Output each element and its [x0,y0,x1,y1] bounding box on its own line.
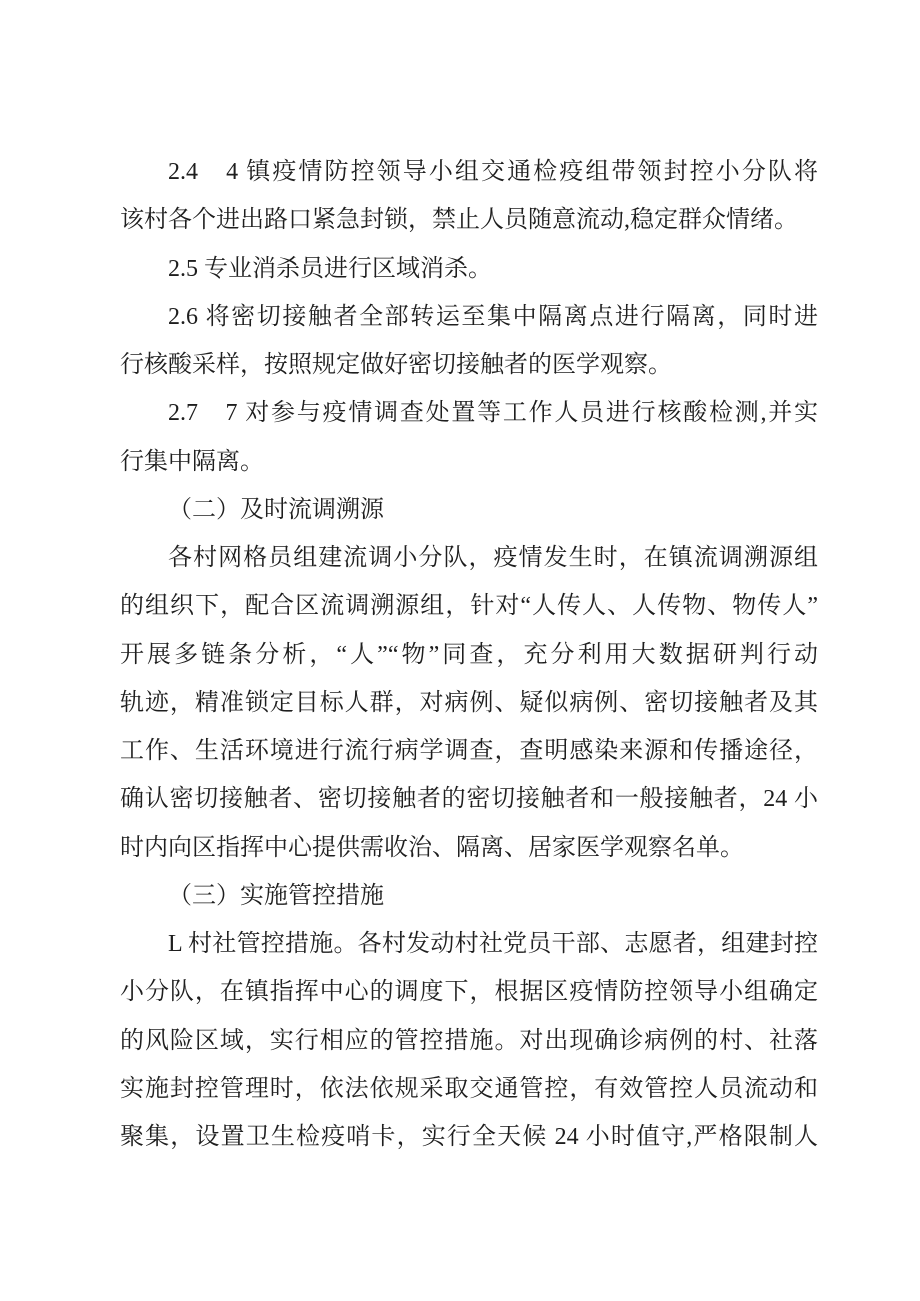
doc-line-2-6-start: 2.6 将密切接触者全部转运至集中隔离点进行隔离，同时进 [168,303,818,330]
doc-line-control-1: L 村社管控措施。各村发动村社党员干部、志愿者，组建封控 [168,931,818,957]
doc-line-2-7-start: 2.7 7 对参与疫情调查处置等工作人员进行核酸检测,并实 [168,400,818,427]
doc-line-trace-6: 确认密切接触者、密切接触者的密切接触者和一般接触者，24 小 [120,786,818,813]
section-heading-2: （二）及时流调溯源 [168,496,384,523]
doc-line-2-5: 2.5 专业消杀员进行区域消杀。 [168,255,492,282]
doc-line-control-2: 小分队，在镇指挥中心的调度下，根据区疫情防控领导小组确定 [120,979,818,1006]
doc-line-trace-7: 时内向区指挥中心提供需收治、隔离、居家医学观察名单。 [120,834,744,861]
doc-line-control-3: 的风险区域，实行相应的管控措施。对出现确诊病例的村、社落 [120,1027,818,1054]
section-heading-3: （三）实施管控措施 [168,882,384,909]
doc-line-control-5: 聚集，设置卫生检疫哨卡，实行全天候 24 小时值守,严格限制人 [120,1124,818,1150]
doc-line-trace-4: 轨迹，精准锁定目标人群，对病例、疑似病例、密切接触者及其 [120,689,818,716]
doc-line-trace-3: 开展多链条分析，“人”“物”同查，充分利用大数据研判行动 [120,641,818,668]
doc-line-2-4-start: 2.4 4 镇疫情防控领导小组交通检疫组带领封控小分队将 [168,159,818,185]
doc-line-2-4-end: 该村各个进出路口紧急封锁，禁止人员随意流动,稳定群众情绪。 [120,207,798,234]
doc-line-trace-2: 的组织下，配合区流调溯源组，针对“人传人、人传物、物传人” [120,593,818,620]
doc-line-control-4: 实施封控管理时，依法依规采取交通管控，有效管控人员流动和 [120,1075,818,1102]
doc-line-trace-1: 各村网格员组建流调小分队，疫情发生时，在镇流调溯源组 [168,545,818,571]
doc-line-2-6-end: 行核酸采样，按照规定做好密切接触者的医学观察。 [120,352,672,378]
document-body [120,148,818,1161]
doc-line-2-7-end: 行集中隔离。 [120,448,264,475]
doc-line-trace-5: 工作、生活环境进行流行病学调查，查明感染来源和传播途径， [120,738,818,764]
